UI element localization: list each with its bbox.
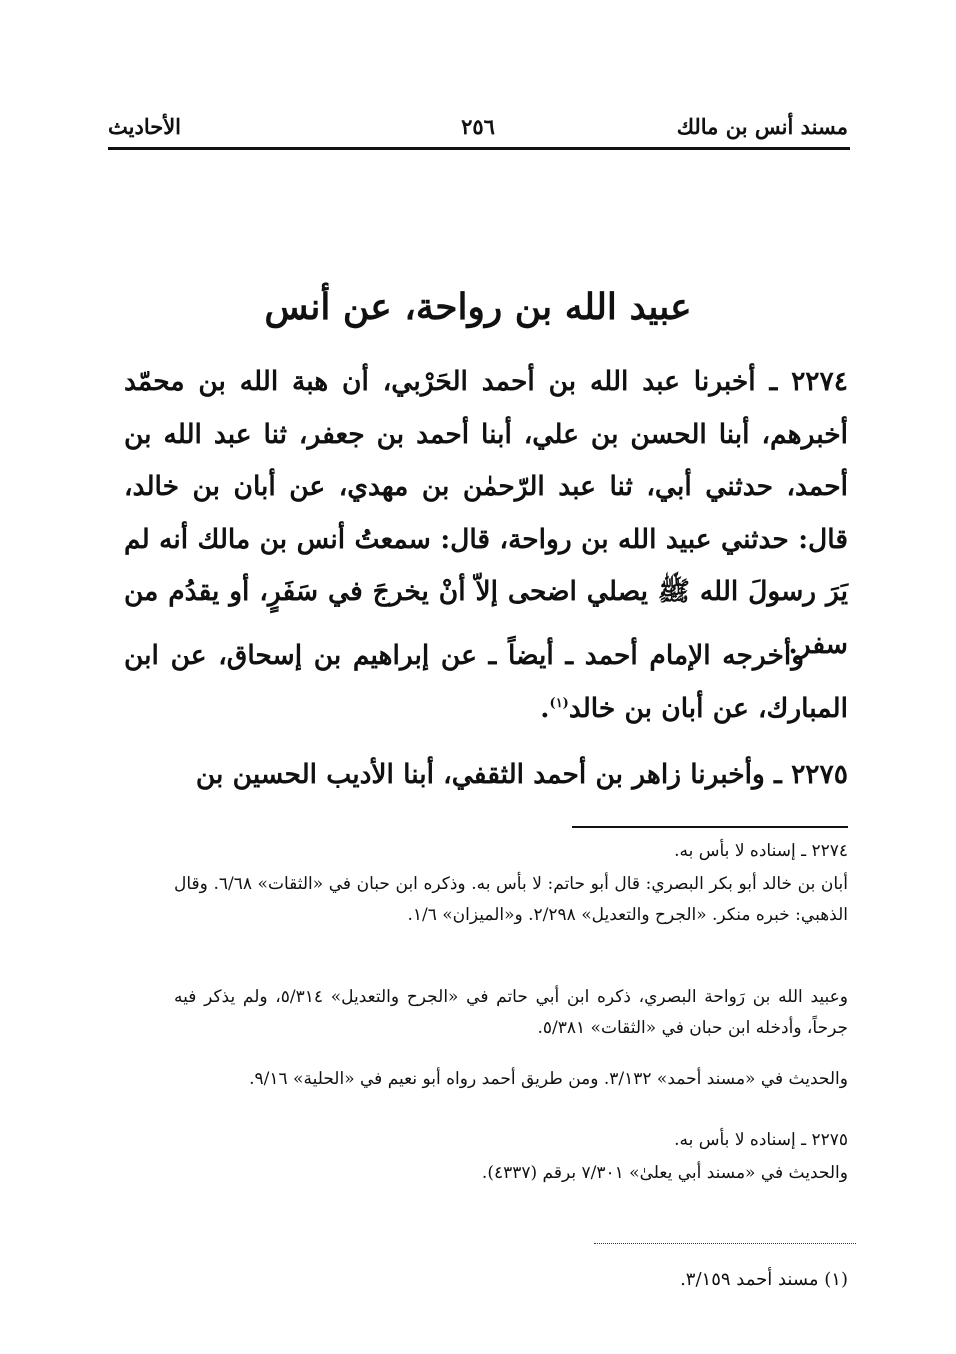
footnote-2275-grade: ٢٢٧٥ ـ إسناده لا بأس به. [674, 1130, 848, 1150]
endnote-rule [594, 1243, 856, 1244]
footnote-musnad-ahmad: والحديث في «مسند أحمد» ٣/١٣٢. ومن طريق أحمد رواه أبو نعيم في «الحلية» ٩/١٦. [249, 1069, 848, 1089]
header-book-title: مسند أنس بن مالك [676, 114, 848, 139]
takhrij-paragraph [124, 630, 848, 735]
hadith-text: ـ وأخبرنا زاهر بن أحمد الثقفي، أبنا الأديب الحسين بن [195, 759, 792, 790]
hadith-number: ٢٢٧٤ [791, 366, 848, 397]
takhrij-end: . [540, 692, 550, 724]
hadith-2274 [124, 356, 848, 671]
footnote-musnad-abi-yala: والحديث في «مسند أبي يعلىٰ» ٧/٣٠١ برقم (٤٣٣٧). [481, 1163, 848, 1183]
footnote-2274-grade: ٢٢٧٤ ـ إسناده لا بأس به. [674, 841, 848, 861]
hadith-text: ـ أخبرنا عبد الله بن أحمد الحَرْبي، أن هبة الله بن محمّد أخبرهم، أبنا الحسن بن علي، أبنا أحمد بن جعفر، ثنا عبد الله بن أحمد، حدثني أبي، ثنا عبد الرّحمٰن بن مهدي، عن أبان بن خالد، قال: حدثني عبيد الله بن رواحة، قال: سمعتُ أنس بن مالك أنه لم يَرَ رسولَ الله ﷺ يصلي اضحى إلاّ أنْ يخرجَ في سَفَرٍ، أو يقدُم من سفر. [124, 366, 848, 660]
footnote-aban: أبان بن خالد أبو بكر البصري: قال أبو حاتم: لا بأس به. وذكره ابن حبان في «الثقات» ٦/٦٨. وقال الذهبي: خبره منكر. «الجرح والتعديل» ٢/٢٩٨. و«الميزان» ١/٦. [174, 874, 848, 925]
hadith-number: ٢٢٧٥ [791, 759, 848, 790]
footnote-marker: (١) [549, 695, 569, 711]
hadith-2275 [124, 749, 848, 802]
section-title: عبيد الله بن رواحة، عن أنس [264, 286, 692, 328]
header-section-title: الأحاديث [108, 114, 182, 139]
running-header [108, 112, 848, 146]
footnote-rule [572, 826, 848, 828]
endnote: (١) مسند أحمد ٣/١٥٩. [680, 1269, 848, 1290]
takhrij-text: وأخرجه الإمام أحمد ـ أيضاً ـ عن إبراهيم بن إسحاق، عن ابن المبارك، عن أبان بن خالد [124, 640, 848, 724]
footnote-ubaydullah: وعبيد الله بن رَواحة البصري، ذكره ابن أبي حاتم في «الجرح والتعديل» ٥/٣١٤، ولم يذكر فيه جرحاً، وأدخله ابن حبان في «الثقات» ٥/٣٨١. [174, 987, 848, 1038]
page-number: ٢٥٦ [461, 114, 495, 139]
header-rule [108, 147, 850, 150]
